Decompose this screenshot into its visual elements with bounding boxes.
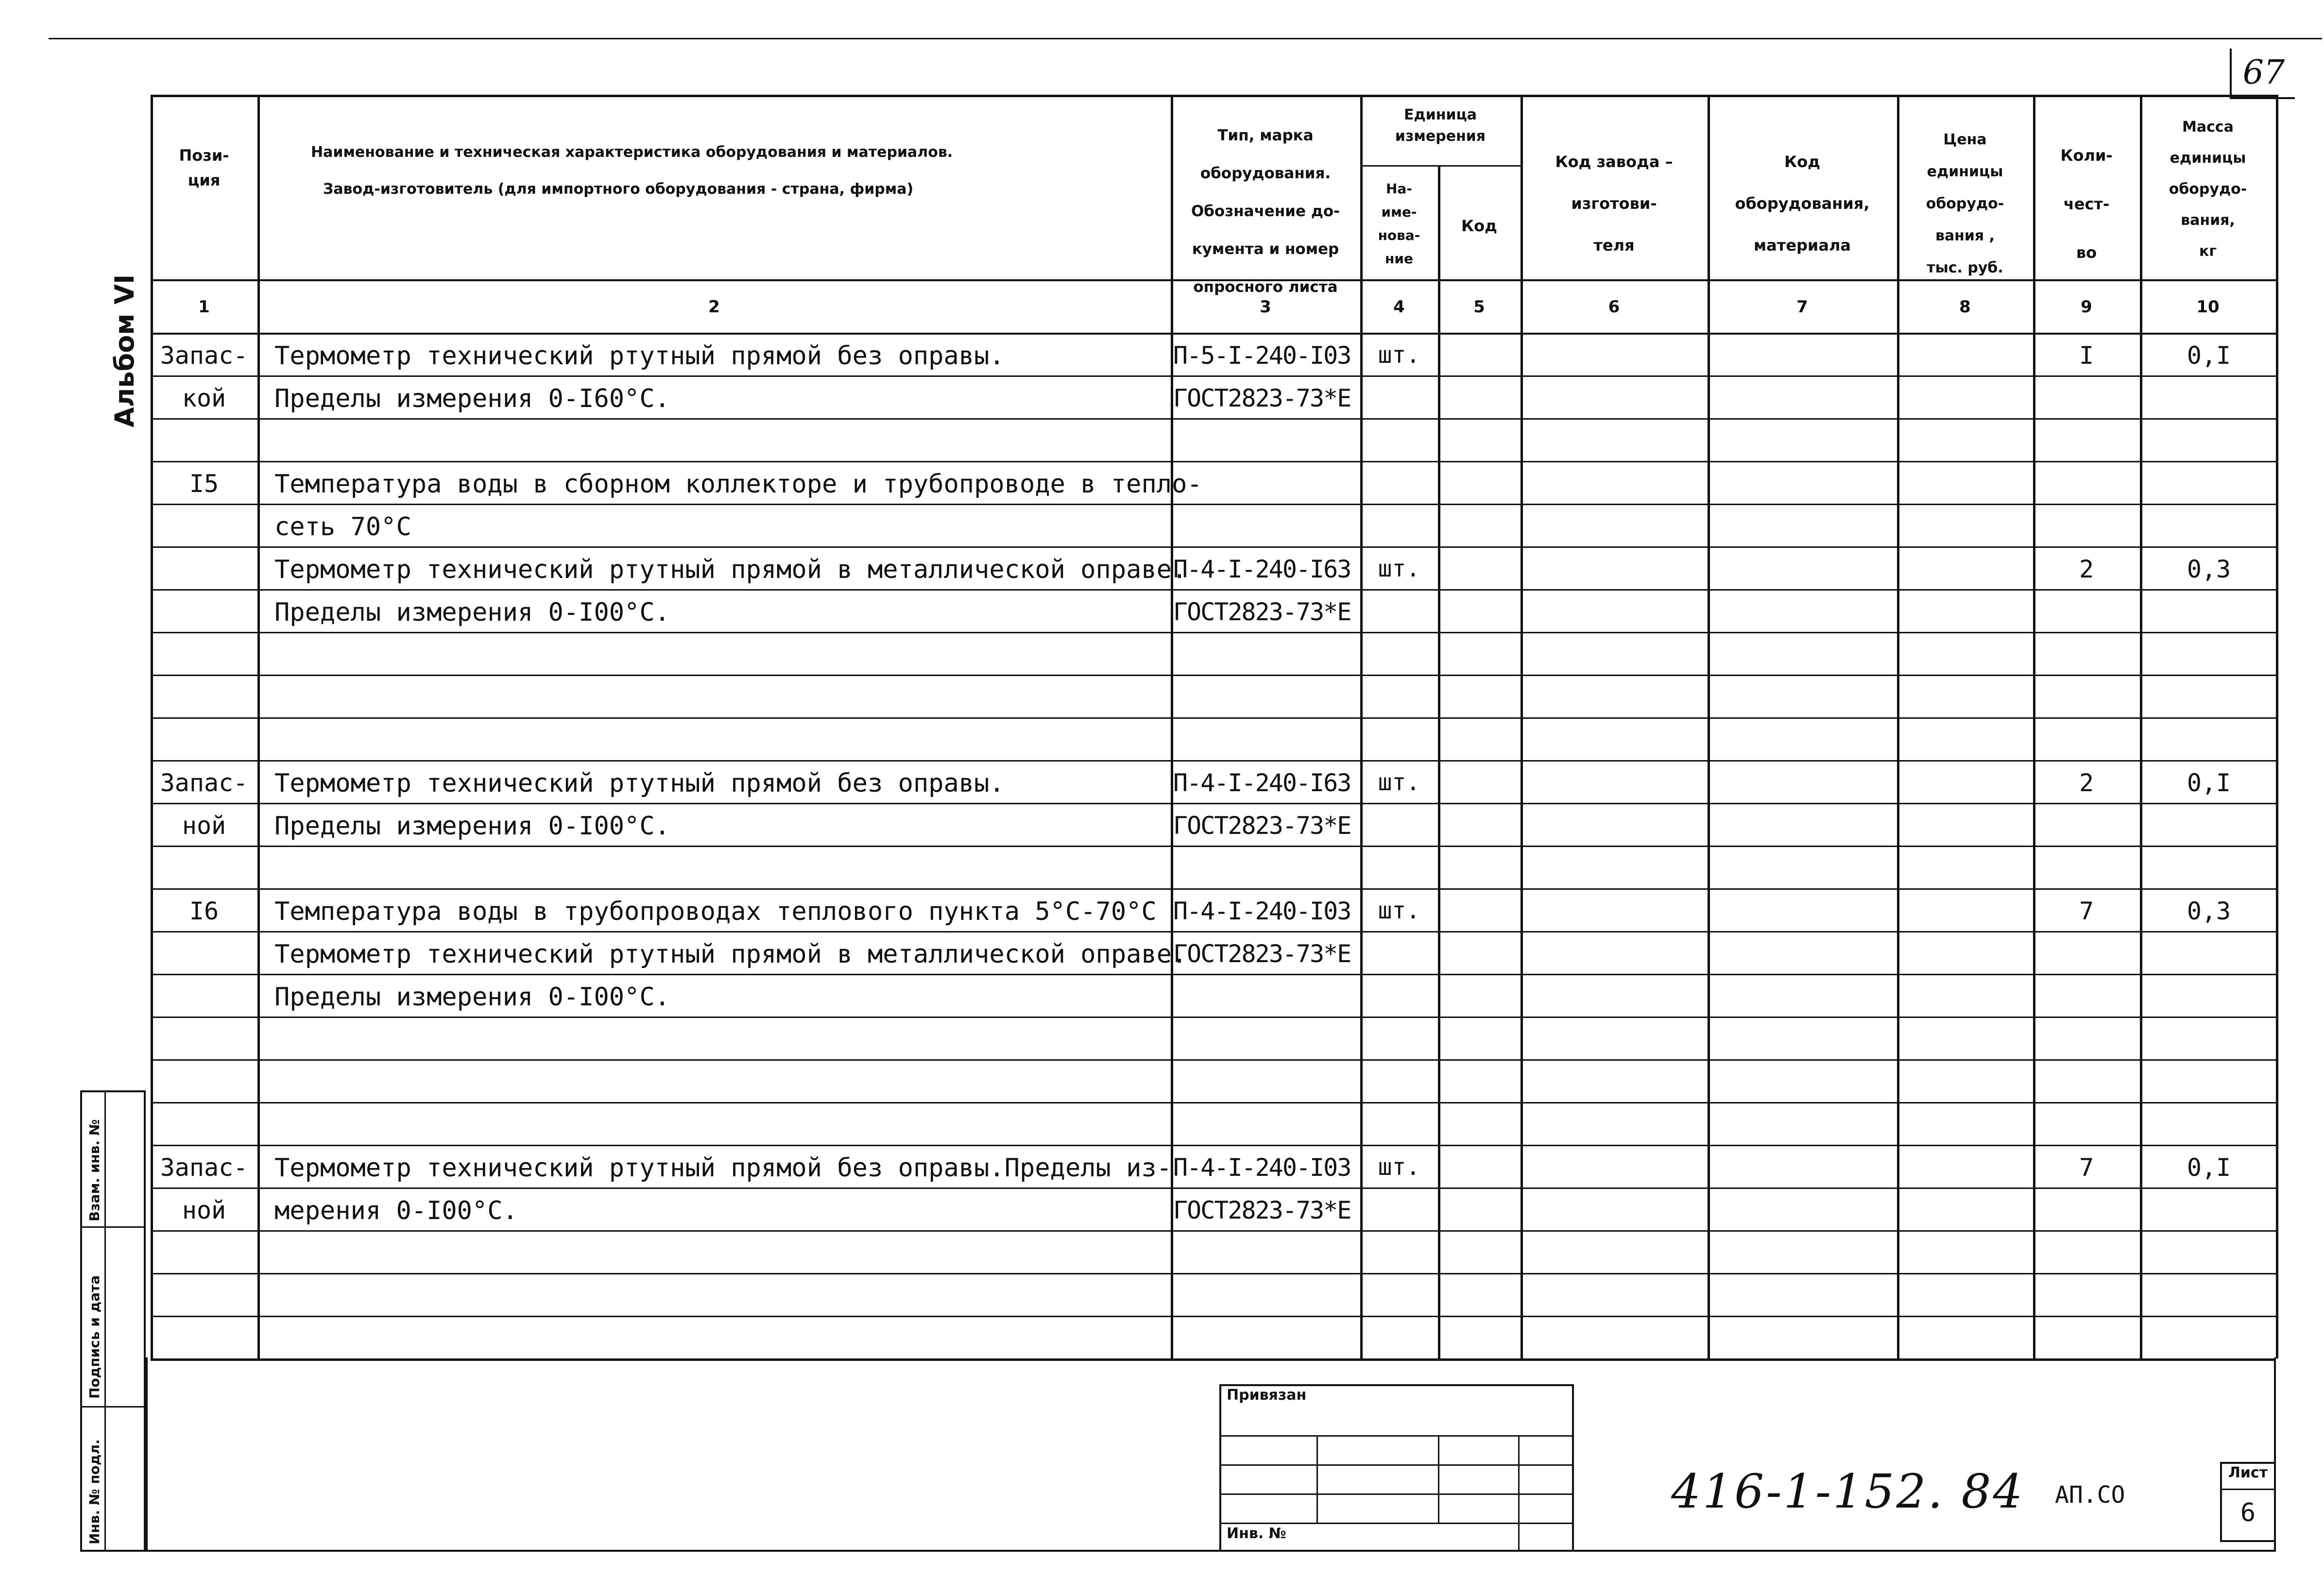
grid-vline — [257, 95, 260, 1358]
row-description: Термометр технический ртутный прямой в металлической оправе. — [274, 555, 1187, 584]
sheet-number: 6 — [2240, 1498, 2256, 1527]
row-position: Запас- — [160, 1153, 248, 1182]
grid-hline — [151, 974, 2276, 975]
row-document: П-4-I-240-I63 — [1173, 555, 1351, 583]
row-document: П-4-I-240-I63 — [1173, 769, 1351, 797]
row-document: П-4-I-240-I03 — [1173, 897, 1351, 925]
header-units-group: Единица измерения — [1395, 106, 1486, 145]
linked-vline-3 — [1518, 1435, 1520, 1552]
header-col8: Цена единицы оборудо- вания , тыс. руб. — [1926, 131, 2004, 276]
row-unit: шт. — [1378, 1153, 1420, 1181]
document-mark: АП.СО — [2055, 1481, 2125, 1509]
row-description: Пределы измерения 0-I00°С. — [274, 983, 670, 1012]
row-description: Термометр технический ртутный прямой без оправы. — [274, 769, 1005, 798]
grid-hline — [151, 504, 2276, 505]
colnum-1: 1 — [198, 297, 210, 317]
side-stamp-signature-date: Подпись и дата — [86, 1275, 103, 1399]
row-quantity: 2 — [2079, 555, 2094, 583]
row-position: I6 — [189, 897, 219, 925]
row-mass: 0,3 — [2187, 897, 2231, 925]
sheet-label: Лист — [2228, 1464, 2268, 1481]
grid-hline — [151, 1273, 2276, 1274]
grid-hline — [151, 632, 2276, 633]
row-description: Пределы измерения 0-I00°С. — [274, 812, 670, 841]
grid-hline — [151, 461, 2276, 462]
row-description: Температура воды в сборном коллекторе и трубопроводе в тепло- — [274, 470, 1202, 499]
row-description: сеть 70°С — [274, 512, 411, 542]
linked-label: Привязан — [1227, 1387, 1307, 1404]
grid-hline — [151, 675, 2276, 676]
row-position: кой — [182, 384, 226, 412]
colnum-5: 5 — [1473, 297, 1485, 317]
top-border-line — [49, 38, 2322, 39]
colnum-10: 10 — [2196, 297, 2220, 317]
grid-hline — [151, 546, 2276, 548]
row-mass: 0,I — [2187, 341, 2231, 370]
grid-hline — [151, 760, 2276, 762]
grid-hline — [151, 803, 2276, 804]
grid-hline — [151, 333, 2276, 335]
grid-hline — [151, 1059, 2276, 1061]
colnum-6: 6 — [1608, 297, 1620, 317]
row-position: ной — [182, 812, 226, 840]
colnum-7: 7 — [1796, 297, 1808, 317]
row-position: Запас- — [160, 769, 248, 797]
grid-hline — [151, 888, 2276, 890]
header-col4: На- име- нова- ние — [1378, 181, 1420, 267]
row-quantity: 7 — [2079, 1153, 2094, 1182]
grid-vline — [1897, 95, 1899, 1358]
row-description: Температура воды в трубопроводах теплового пункта 5°С-70°С — [274, 897, 1157, 926]
grid-vline — [1708, 95, 1710, 1358]
row-quantity: I — [2079, 341, 2094, 370]
grid-hline — [151, 1316, 2276, 1317]
drawing-code: 416-1-152. 84 — [1671, 1464, 2025, 1519]
colnum-3: 3 — [1260, 297, 1271, 317]
row-document: П-4-I-240-I03 — [1173, 1153, 1351, 1182]
linked-line-4 — [1219, 1523, 1574, 1524]
grid-vline — [1438, 165, 1440, 1358]
linked-line-2 — [1219, 1464, 1574, 1466]
row-mass: 0,I — [2187, 769, 2231, 797]
header-col2: Наименование и техническая характеристика оборудования и материалов. Завод-изготовитель (для импортного оборудования - страна, фирма) — [311, 144, 953, 198]
row-quantity: 2 — [2079, 769, 2094, 797]
row-unit: шт. — [1378, 769, 1420, 796]
row-description: Пределы измерения 0-I00°С. — [274, 598, 670, 627]
grid-hline — [151, 589, 2276, 591]
row-description: Пределы измерения 0-I60°С. — [274, 384, 670, 413]
side-stamp-line-1 — [80, 1226, 146, 1228]
grid-hline — [151, 95, 2276, 97]
grid-hline — [151, 1187, 2276, 1189]
row-document: ГОСТ2823-73*Е — [1173, 940, 1351, 968]
row-mass: 0,3 — [2187, 555, 2231, 583]
title-block-frame — [146, 1357, 2276, 1552]
header-col3: Тип, марка оборудования. Обозначение до- кумента и номер опросного листа — [1191, 127, 1340, 296]
side-stamp-inv-original: Инв. № подл. — [86, 1439, 103, 1544]
linked-line-3 — [1219, 1493, 1574, 1495]
header-col7: Код оборудования, материала — [1735, 153, 1870, 254]
row-document: ГОСТ2823-73*Е — [1173, 598, 1351, 626]
linked-vline-1 — [1316, 1435, 1318, 1523]
row-unit: шт. — [1378, 897, 1420, 924]
colnum-8: 8 — [1959, 297, 1971, 317]
sheet-box-divider — [2220, 1489, 2276, 1490]
row-document: ГОСТ2823-73*Е — [1173, 384, 1351, 412]
top-sheet-number: 67 — [2242, 53, 2285, 92]
row-document: ГОСТ2823-73*Е — [1173, 1196, 1351, 1224]
linked-line-1 — [1219, 1435, 1574, 1437]
grid-hline — [151, 1145, 2276, 1146]
side-stamp-divider — [104, 1090, 106, 1552]
grid-hline — [151, 418, 2276, 420]
grid-hline — [1360, 165, 1521, 167]
header-col1: Пози- ция — [179, 146, 229, 190]
grid-hline — [151, 931, 2276, 933]
colnum-4: 4 — [1393, 297, 1405, 317]
grid-hline — [151, 1017, 2276, 1018]
grid-hline — [151, 846, 2276, 847]
linked-vline-2 — [1438, 1435, 1439, 1523]
row-document: ГОСТ2823-73*Е — [1173, 812, 1351, 840]
side-stamp-line-2 — [80, 1406, 146, 1407]
row-position: I5 — [189, 470, 219, 498]
row-description: Термометр технический ртутный прямой без оправы.Пределы из- — [274, 1153, 1172, 1183]
grid-hline — [151, 1230, 2276, 1232]
row-quantity: 7 — [2079, 897, 2094, 925]
colnum-2: 2 — [708, 297, 720, 317]
grid-hline — [151, 375, 2276, 377]
row-position: Запас- — [160, 341, 248, 370]
header-col5: Код — [1461, 217, 1497, 235]
colnum-9: 9 — [2081, 297, 2092, 317]
grid-hline — [151, 1102, 2276, 1103]
row-position: ной — [182, 1196, 226, 1224]
header-col10: Масса единицы оборудо- вания, кг — [2169, 119, 2247, 260]
row-description: Термометр технический ртутный прямой без оправы. — [274, 341, 1005, 371]
row-description: Термометр технический ртутный прямой в металлической оправе. — [274, 940, 1187, 969]
side-stamp-replaced-inv: Взам. инв. № — [86, 1119, 103, 1221]
row-unit: шт. — [1378, 555, 1420, 582]
grid-hline — [151, 717, 2276, 719]
row-document: П-5-I-240-I03 — [1173, 341, 1351, 370]
grid-vline — [1521, 95, 1523, 1358]
row-description: мерения 0-I00°С. — [274, 1196, 518, 1225]
inv-number-label: Инв. № — [1227, 1525, 1286, 1542]
header-col6: Код завода – изготови- теля — [1555, 153, 1673, 254]
header-col9: Коли- чест- во — [2060, 146, 2113, 262]
row-mass: 0,I — [2187, 1153, 2231, 1182]
row-unit: шт. — [1378, 341, 1420, 369]
album-label: Альбом VI — [109, 274, 140, 427]
